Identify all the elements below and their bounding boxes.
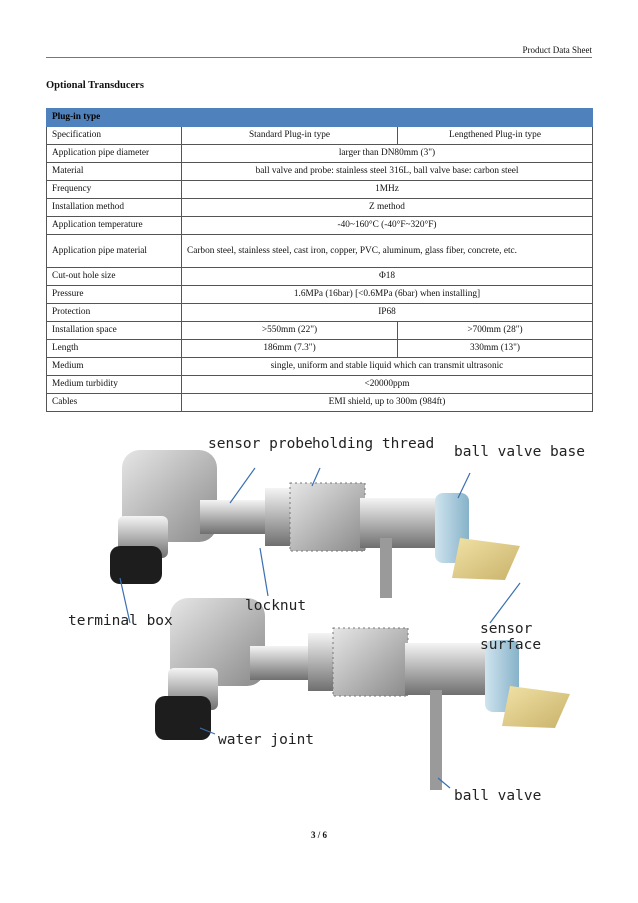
table-row bbox=[47, 340, 593, 358]
row-label: Application pipe diameter bbox=[47, 145, 182, 163]
table-row bbox=[47, 268, 593, 286]
row-label: Material bbox=[47, 163, 182, 181]
label-sensor-surface: sensor surface bbox=[480, 621, 542, 653]
table-row bbox=[47, 181, 593, 199]
table-row bbox=[47, 358, 593, 376]
sensor-surface-upper bbox=[452, 538, 520, 580]
ball-valve-stem-lower bbox=[430, 690, 442, 790]
label-water-joint: water joint bbox=[218, 732, 315, 748]
label-terminal-box: terminal box bbox=[68, 613, 173, 629]
row-label: Installation method bbox=[47, 199, 182, 217]
holding-thread-lower bbox=[333, 628, 408, 696]
row-value: 1MHz bbox=[182, 181, 593, 199]
table-row bbox=[47, 235, 593, 268]
row-label: Pressure bbox=[47, 286, 182, 304]
cable-gland-lower bbox=[155, 696, 211, 740]
row-value-standard: 186mm (7.3") bbox=[182, 340, 398, 358]
callout-line-sensor-surface bbox=[490, 583, 520, 623]
label-holding-thread: holding thread bbox=[312, 436, 435, 452]
row-label: Cables bbox=[47, 394, 182, 412]
table-row bbox=[47, 199, 593, 217]
row-value: 1.6MPa (16bar) [<0.6MPa (6bar) when installing] bbox=[182, 286, 593, 304]
transducer-standard bbox=[110, 450, 520, 598]
sensor-surface-lower bbox=[502, 686, 570, 728]
probe-shaft-upper bbox=[200, 500, 270, 534]
spec-table bbox=[46, 108, 593, 412]
row-label: Length bbox=[47, 340, 182, 358]
callout-line-sensor-probe bbox=[230, 468, 255, 503]
row-label: Cut-out hole size bbox=[47, 268, 182, 286]
row-value-lengthened: >700mm (28") bbox=[398, 322, 593, 340]
row-label: Medium turbidity bbox=[47, 376, 182, 394]
row-value: <20000ppm bbox=[182, 376, 593, 394]
row-label: Frequency bbox=[47, 181, 182, 199]
table-row bbox=[47, 286, 593, 304]
table-row bbox=[47, 163, 593, 181]
table-row bbox=[47, 394, 593, 412]
cable-gland-upper bbox=[110, 546, 162, 584]
header-doc-type: Product Data Sheet bbox=[522, 45, 592, 55]
col-header-standard: Standard Plug-in type bbox=[182, 127, 398, 145]
valve-body-upper bbox=[360, 498, 440, 548]
label-locknut: locknut bbox=[245, 598, 307, 614]
header-rule bbox=[46, 57, 592, 58]
row-value: single, uniform and stable liquid which can transmit ultrasonic bbox=[182, 358, 593, 376]
row-value: larger than DN80mm (3") bbox=[182, 145, 593, 163]
row-value: -40~160°C (-40°F~320°F) bbox=[182, 217, 593, 235]
holding-thread-upper bbox=[290, 483, 365, 551]
col-header-spec: Specification bbox=[47, 127, 182, 145]
row-label: Installation space bbox=[47, 322, 182, 340]
row-value: Φ18 bbox=[182, 268, 593, 286]
table-row bbox=[47, 217, 593, 235]
table-row bbox=[47, 322, 593, 340]
table-row bbox=[47, 145, 593, 163]
row-value-lengthened: 330mm (13") bbox=[398, 340, 593, 358]
ball-valve-stem-upper bbox=[380, 538, 392, 598]
section-title: Optional Transducers bbox=[46, 80, 144, 91]
label-sensor-probe: sensor probe bbox=[208, 436, 313, 452]
label-ball-valve: ball valve bbox=[454, 788, 542, 804]
row-value: Carbon steel, stainless steel, cast iron, copper, PVC, aluminum, glass fiber, concrete, etc. bbox=[182, 235, 593, 268]
valve-body-lower bbox=[405, 643, 490, 695]
col-header-lengthened: Lengthened Plug-in type bbox=[398, 127, 593, 145]
table-row bbox=[47, 304, 593, 322]
row-value: EMI shield, up to 300m (984ft) bbox=[182, 394, 593, 412]
transducer-photo bbox=[50, 428, 590, 813]
row-label: Application temperature bbox=[47, 217, 182, 235]
row-value: ball valve and probe: stainless steel 316L, ball valve base: carbon steel bbox=[182, 163, 593, 181]
row-label: Application pipe material bbox=[47, 235, 182, 268]
label-ball-valve-base: ball valve base bbox=[454, 444, 585, 460]
row-value-standard: >550mm (22") bbox=[182, 322, 398, 340]
table-group-header bbox=[47, 109, 593, 127]
row-value: IP68 bbox=[182, 304, 593, 322]
table-column-header bbox=[47, 127, 593, 145]
table-row bbox=[47, 376, 593, 394]
row-value: Z method bbox=[182, 199, 593, 217]
row-label: Protection bbox=[47, 304, 182, 322]
page-number: 3 / 6 bbox=[310, 830, 327, 840]
table-group-title: Plug-in type bbox=[47, 109, 593, 127]
row-label: Medium bbox=[47, 358, 182, 376]
callout-line-locknut bbox=[260, 548, 268, 596]
